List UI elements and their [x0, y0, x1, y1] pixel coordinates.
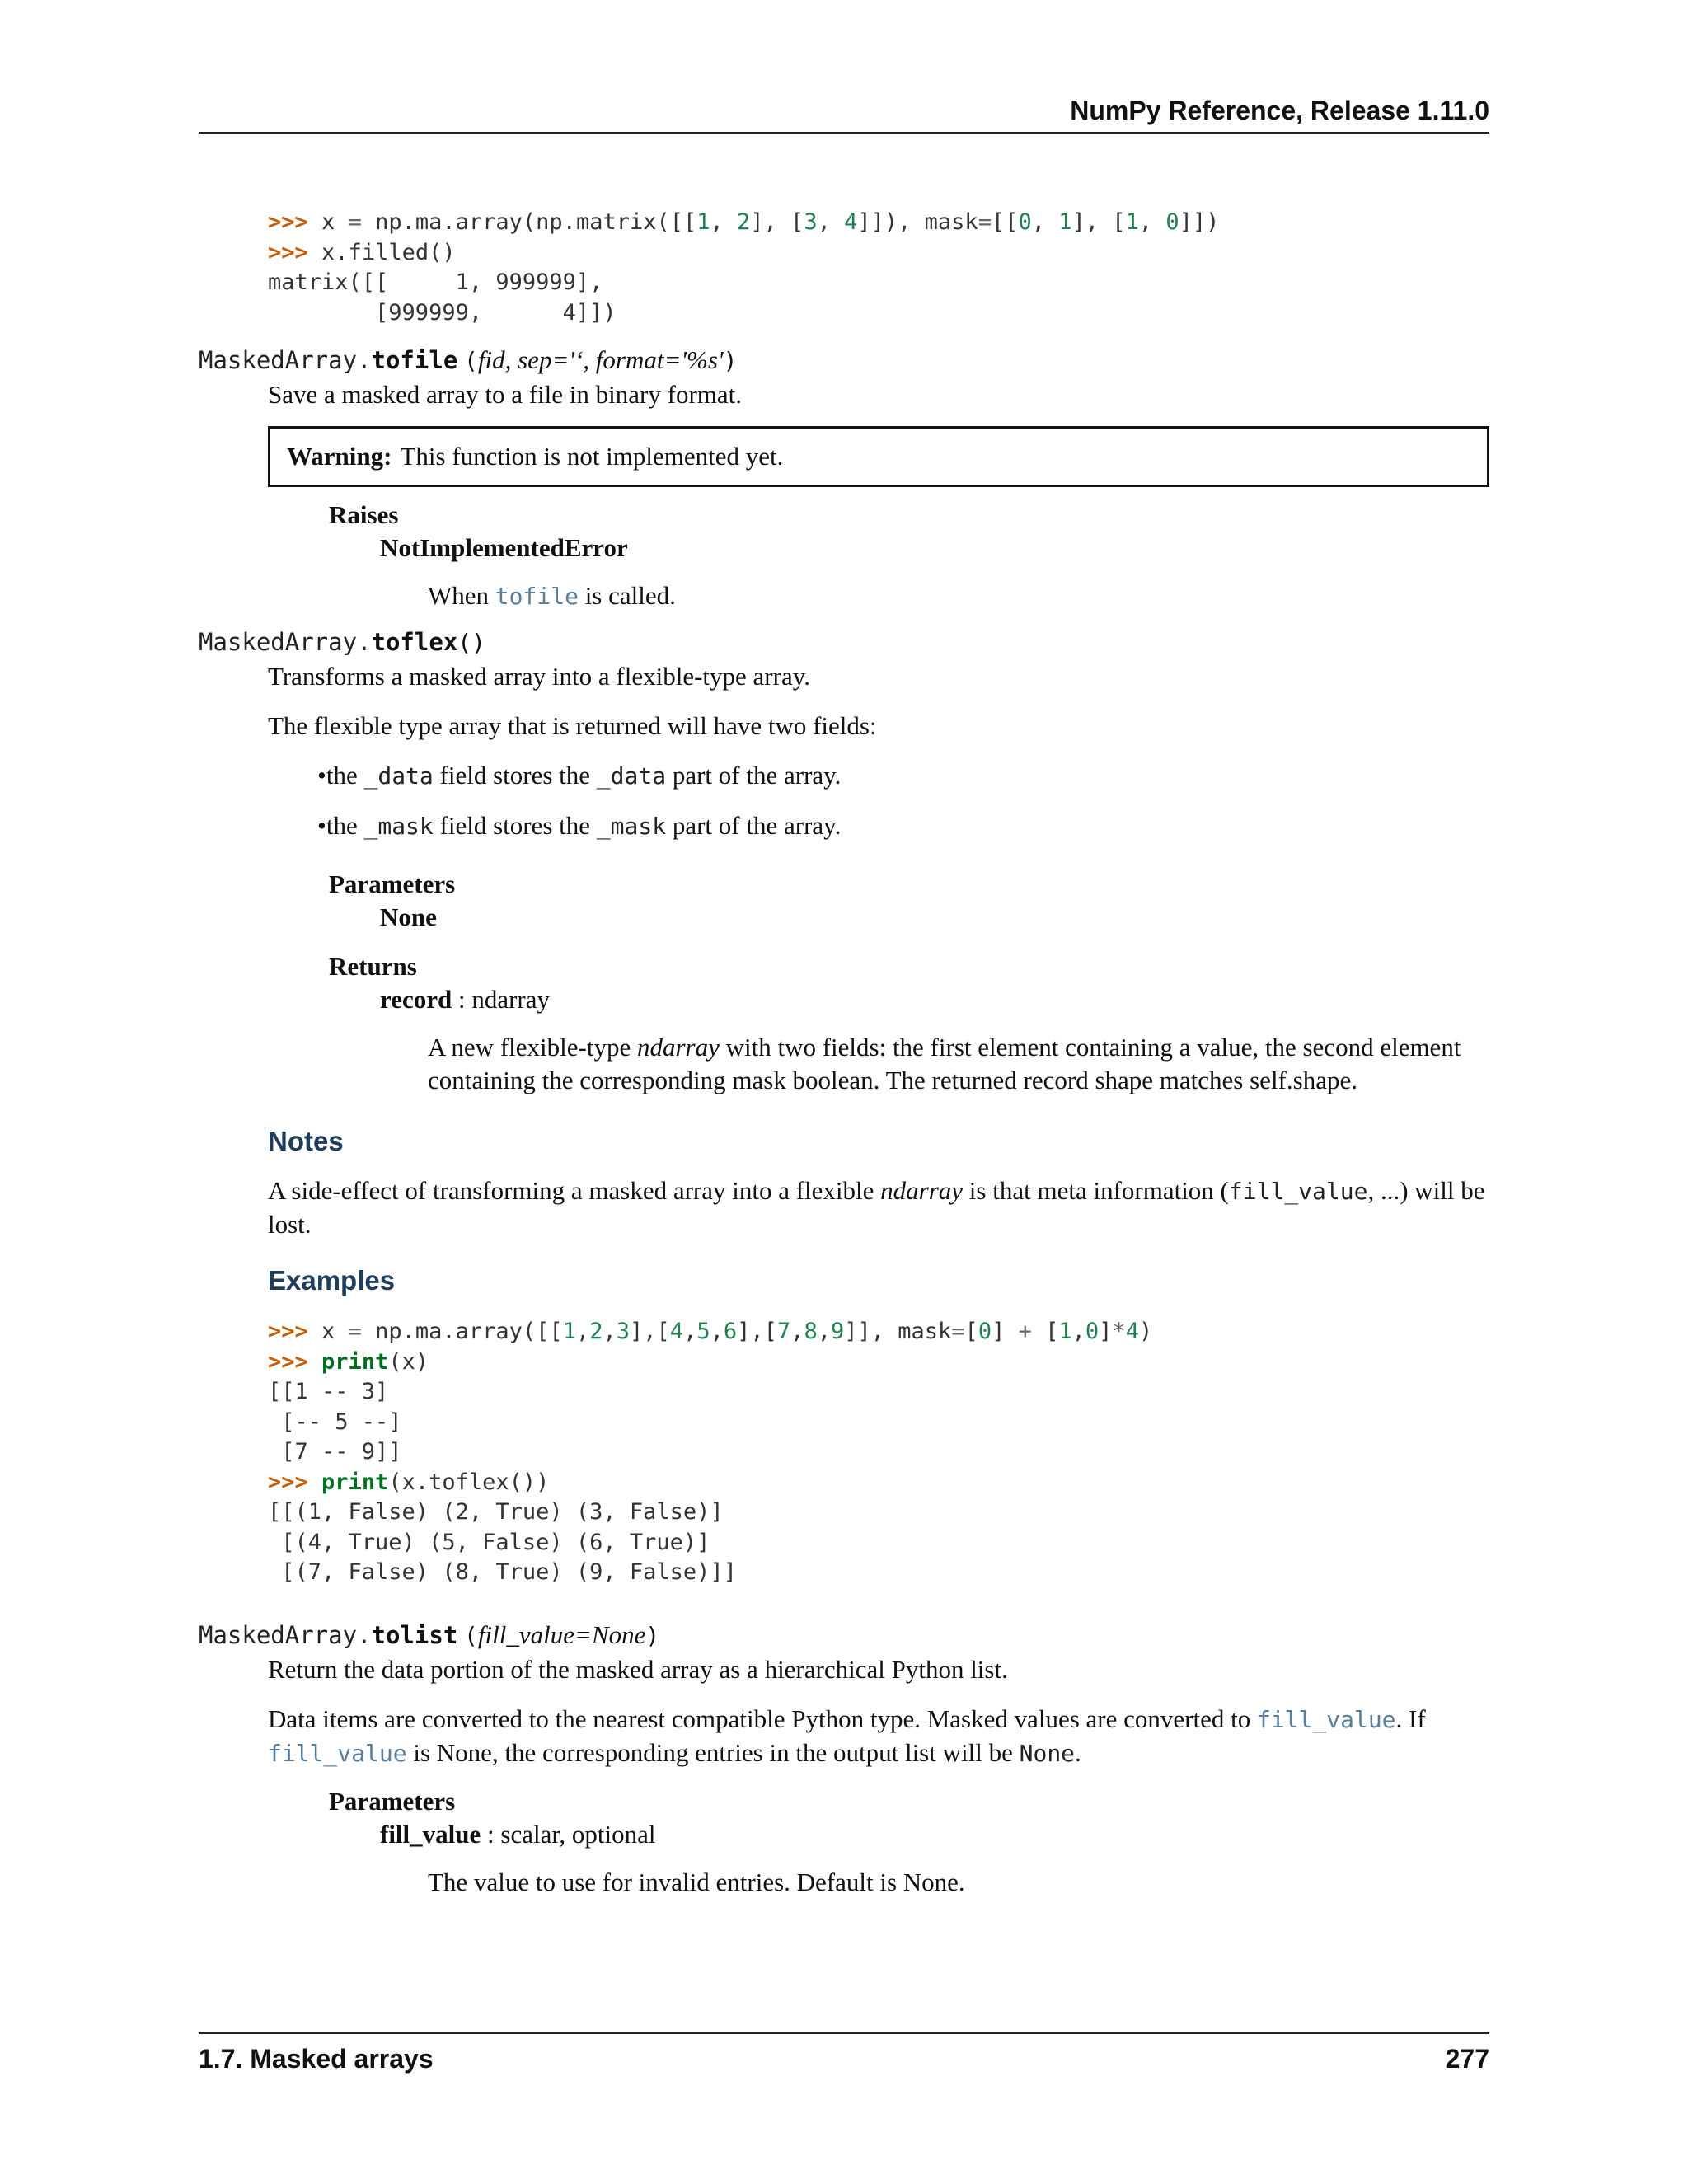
tofile-signature: MaskedArray.tofile (fid, sep='‘, format='%s'): [199, 345, 738, 374]
tolist-params: fill_value=None: [477, 1619, 646, 1649]
tolist-description: [268, 1653, 1489, 1899]
list-item: •the _data field stores the _data part of the array.: [317, 761, 842, 790]
warning-box: [268, 426, 1489, 487]
code-output: matrix([[ 1, 999999],: [268, 269, 603, 295]
raises-label: Raises: [329, 500, 399, 529]
toflex-description: [268, 660, 1489, 1588]
examples-heading: Examples: [268, 1265, 396, 1296]
tolist-details: Data items are converted to the nearest compatible Python type. Masked values are converted to fill_value. If fill_value is None, the corresponding entries in the output list will be None.: [268, 1704, 1426, 1767]
page-footer: [199, 2032, 1489, 2077]
code-line: >>> print(x.toflex()): [268, 1469, 550, 1495]
list-item: •the _mask field stores the _mask part of the array.: [317, 811, 842, 840]
code-output: [[1 -- 3] [-- 5 --] [7 -- 9]]: [268, 1379, 402, 1465]
tofile-entry: [199, 343, 1489, 613]
tofile-name: tofile: [371, 346, 458, 374]
returns-field: [329, 950, 1489, 1097]
tofile-summary: Save a masked array to a file in binary format.: [268, 380, 742, 409]
tofile-description: [268, 378, 1489, 613]
page-number: 277: [1445, 2044, 1489, 2074]
fill-value-link[interactable]: fill_value: [1256, 1705, 1396, 1733]
return-description: A new flexible-type ndarray with two fields: the first element containing a value, the second element containing the corresponding mask boolean. The returned record shape matches self.shape.: [428, 1033, 1461, 1094]
toflex-example-code: [268, 1317, 1489, 1588]
param-description: The value to use for invalid entries. Default is None.: [428, 1867, 965, 1896]
code-line: >>> x = np.ma.array(np.matrix([[1, 2], [3, 4]]), mask=[[0, 1], [1, 0]]): [268, 209, 1220, 235]
toflex-entry: [199, 625, 1489, 1588]
notes-text: A side-effect of transforming a masked array into a flexible ndarray is that meta information (fill_value, ...) will be lost.: [268, 1176, 1485, 1239]
code-line: >>> x.filled(): [268, 239, 456, 265]
code-line: >>> x = np.ma.array([[1,2,3],[4,5,6],[7,8,9]], mask=[0] + [1,0]*4): [268, 1319, 1153, 1344]
running-title: NumPy Reference, Release 1.11.0: [1070, 96, 1489, 125]
code-output: [999999, 4]]): [268, 299, 617, 326]
tofile-link[interactable]: tofile: [495, 583, 579, 610]
filled-example-code: [268, 208, 1489, 328]
toflex-fields-intro: The flexible type array that is returned will have two fields:: [268, 711, 877, 740]
parameters-field: [329, 1785, 1489, 1899]
code-line: >>> print(x): [268, 1348, 429, 1375]
toflex-summary: Transforms a masked array into a flexible-type array.: [268, 662, 810, 691]
footer-section: 1.7. Masked arrays: [199, 2044, 434, 2074]
notes-heading: Notes: [268, 1126, 344, 1156]
exception-name: NotImplementedError: [380, 533, 628, 562]
toflex-name: toflex: [371, 628, 458, 656]
tolist-signature: MaskedArray.tolist (fill_value=None): [199, 1619, 660, 1649]
page-header: [199, 92, 1489, 134]
tolist-name: tolist: [371, 1620, 458, 1649]
warning-title: Warning:: [287, 442, 392, 471]
tolist-summary: Return the data portion of the masked array as a hierarchical Python list.: [268, 1654, 1008, 1684]
tofile-params: fid, sep='‘, format='%s': [477, 345, 724, 374]
raises-field: [329, 499, 1489, 613]
code-output: [[(1, False) (2, True) (3, False)] [(4, True) (5, False) (6, True)] [(7, False) (8, True) (9, False)]]: [268, 1499, 737, 1585]
parameters-field: [329, 868, 1489, 934]
param-spec: fill_value : scalar, optional: [380, 1819, 656, 1849]
parameters-label: Parameters: [329, 869, 456, 898]
exception-description: When tofile is called.: [428, 581, 676, 610]
page-content: [199, 208, 1489, 1899]
parameters-label: Parameters: [329, 1786, 456, 1816]
tolist-entry: [199, 1618, 1489, 1899]
return-spec: record : ndarray: [380, 985, 550, 1014]
parameters-value: None: [380, 902, 437, 931]
toflex-signature: MaskedArray.toflex(): [199, 628, 485, 656]
warning-text: This function is not implemented yet.: [400, 442, 784, 471]
fill-value-link[interactable]: fill_value: [268, 1739, 407, 1767]
fields-list: [317, 759, 1489, 843]
returns-label: Returns: [329, 952, 417, 981]
